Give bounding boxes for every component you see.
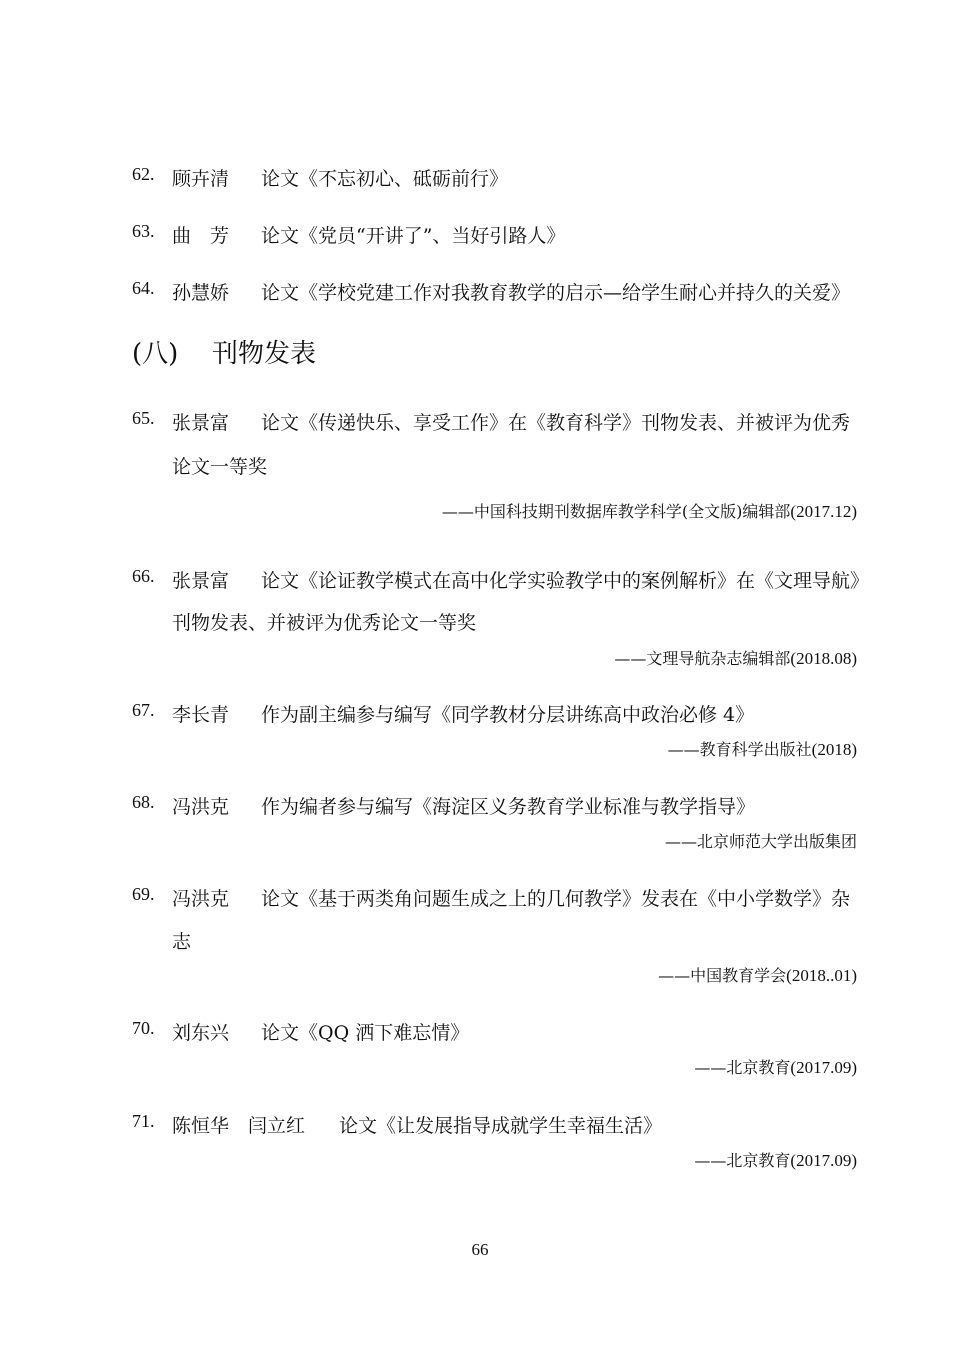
publication-source: ——北京教育(2017.09) (694, 1058, 857, 1077)
entry-content: 作为副主编参与编写《同学教材分层讲练高中政治必修 4》 (261, 704, 755, 726)
entry-content: 论文《党员“开讲了”、当好引路人》 (261, 225, 566, 247)
entry-number: 71. (132, 1111, 155, 1131)
entry-number: 63. (132, 221, 155, 241)
entry-content: 论文《传递快乐、享受工作》在《教育科学》刊物发表、并被评为优秀 (261, 412, 851, 434)
entry-number: 62. (132, 164, 155, 184)
author-name: 冯洪克 (172, 796, 230, 818)
publication-source: ——中国科技期刊数据库教学科学(全文版)编辑部(2017.12) (441, 502, 857, 521)
publication-source: ——文理导航杂志编辑部(2018.08) (614, 649, 857, 668)
entry-content: 论文《不忘初心、砥砺前行》 (261, 168, 509, 190)
publication-date: (2018.08) (790, 649, 857, 668)
author-name: 曲 芳 (172, 225, 230, 247)
publication-source: ——北京师范大学出版集团 (664, 832, 857, 851)
entry-content-continued: 志 (172, 931, 192, 953)
publication-date: (2017.12) (790, 502, 857, 521)
author-name: 刘东兴 (172, 1022, 230, 1044)
entry-content: 论文《学校党建工作对我教育教学的启示—给学生耐心并持久的关爱》 (261, 282, 851, 304)
author-name: 陈恒华 闫立红 (172, 1115, 306, 1137)
entry-number: 68. (132, 792, 155, 812)
author-name: 顾卉清 (172, 168, 230, 190)
entry-content: 论文《基于两类角问题生成之上的几何教学》发表在《中小学数学》杂 (261, 888, 851, 910)
publication-date: (2018) (811, 740, 857, 759)
entry-number: 64. (132, 278, 155, 298)
author-name: 冯洪克 (172, 888, 230, 910)
entry-content: 论文《让发展指导成就学生幸福生活》 (339, 1115, 663, 1137)
entry-number: 69. (132, 884, 155, 904)
entry-number: 66. (132, 566, 155, 586)
author-name: 张景富 (172, 570, 230, 592)
publication-date: (2017.09) (790, 1151, 857, 1170)
publication-source: ——北京教育(2017.09) (694, 1151, 857, 1170)
section-title: 刊物发表 (212, 339, 317, 369)
section-number: (八) (132, 339, 179, 369)
section-heading (132, 333, 316, 370)
author-name: 张景富 (172, 412, 230, 434)
entry-content-continued: 刊物发表、并被评为优秀论文一等奖 (172, 612, 477, 634)
author-name: 孙慧娇 (172, 282, 230, 304)
publication-date: (2017.09) (790, 1058, 857, 1077)
publication-source: ——中国教育学会(2018..01) (658, 966, 857, 985)
entry-content-continued: 论文一等奖 (172, 456, 268, 478)
entry-number: 70. (132, 1018, 155, 1038)
entry-content: 论文《论证教学模式在高中化学实验教学中的案例解析》在《文理导航》 (261, 570, 870, 592)
entry-number: 67. (132, 700, 155, 720)
entry-content: 论文《QQ 洒下难忘情》 (261, 1022, 470, 1044)
publication-source: ——教育科学出版社(2018) (667, 740, 857, 759)
page-number: 66 (471, 1240, 489, 1259)
entry-content: 作为编者参与编写《海淀区义务教育学业标准与教学指导》 (261, 796, 756, 818)
entry-number: 65. (132, 408, 155, 428)
author-name: 李长青 (172, 704, 230, 726)
publication-date: (2018..01) (786, 966, 857, 985)
